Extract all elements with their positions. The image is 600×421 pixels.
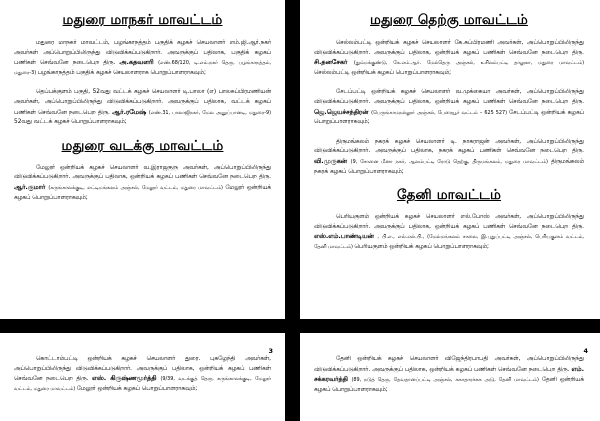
appointee-address: , பி.எ., எல்.எல்.பி., (மேல்மங்கலம் சாலை, இ.புதுப்பட்டி அஞ்சல், பெரியகுளம் வட்டம், தேனி மாவட்டம்): [314, 234, 584, 250]
paragraph-lead: மேலூர் ஒன்றியக் கழகச் செயலாளர் வ.இராஜகுரு அவர்கள்,: [36, 164, 214, 171]
paragraph-lead: தேனி ஒன்றியக் கழகச் செயலாளர் விஜேந்திரபாபதி அவர்கள்,: [336, 356, 527, 362]
paragraph-body: பாலசுப்பிரமணியன் அவர்கள், அப்பொறுப்பிலிருந்து விடுவிக்கப்படுகிறார். அவருக்குப் பதிலாக, வட்டக் கழகப் பணிகள் செவ்வனே நடைபெற திரு.: [14, 89, 271, 116]
paragraph-ending: தேனி ஒன்றியக் கழகப் பொறுப்பாளராகவும்;: [314, 377, 584, 393]
district-heading-madurai-north: மதுரை வடக்கு மாவட்டம்: [61, 137, 224, 154]
announcement-paragraph: [14, 164, 271, 203]
paragraph-ending: செல்லம்பட்டி ஒன்றியக் கழகப் பொறுப்பாளராகவும்;: [314, 69, 452, 76]
paragraph-ending: பெரியகுளம் ஒன்றியக் கழகப் பொறுப்பாளராகவும்;: [354, 243, 489, 250]
paragraph-body: அப்பொறுப்பிலிருந்து விடுவிக்கப்படுகிறார். அவருக்குப் பதிலாக, ஒன்றியக் கழகப் பணிகள் செவ்வனே நடைபெற திரு.: [314, 89, 584, 105]
paragraph-ending: பழங்காநத்தம் பகுதிக் கழகச் செயலாளராக பொறுப்பாளராகவும்;: [37, 69, 206, 76]
appointee-address: (எண்.31, பாலாஜிநகர், மேல அனுப்பானடி, மதுரை-9): [148, 109, 271, 116]
appointee-name: சி.தனசேகர்: [314, 58, 354, 67]
announcement-paragraph: [314, 355, 584, 395]
document-page-bottom-left: [0, 333, 285, 421]
appointee-address: (எண்.68/120, டி.எம்.நகர் தெரு, பழங்காநத்தம், மதுரை-3): [14, 60, 272, 76]
page-number: 4: [583, 347, 588, 355]
paragraph-body: அப்பொறுப்பிலிருந்து விடுவிக்கப்படுகிறார். அவருக்குப் பதிலாக, ஒன்றியக் கழகப் பணிகள் செவ்வனே நடைபெற திரு.: [14, 164, 271, 181]
appointee-name: ஜெ.ஜெயச்சந்திரன்: [314, 107, 372, 116]
district-heading-madurai-city: மதுரை மாநகர் மாவட்டம்: [62, 12, 223, 28]
document-page-bottom-right: [300, 333, 600, 421]
paragraph-ending: மேலூர் ஒன்றியக் கழகப் பொறுப்பாளராகவும்;: [76, 385, 198, 392]
district-heading-madurai-south: மதுரை தெற்கு மாவட்டம்: [370, 12, 528, 28]
appointee-address: (9/39, வடக்குத் தெரு, கருங்காலக்குடி, மேலூர் வட்டம், மதுரை மாவட்டம்): [14, 376, 271, 392]
district-heading-theni: தேனி மாவட்டம்: [396, 187, 502, 204]
paragraph-lead: தெப்பக்குளம் பகுதி, 52வது வட்டக் கழகச் செயலாளர் டி.பாலா (எ): [36, 89, 219, 96]
paragraph-ending: சேடப்பட்டி ஒன்றியக் கழகப் பொறுப்பாளராகவும்;: [314, 109, 584, 126]
announcement-paragraph: [14, 39, 271, 78]
appointee-name: அ.கதவளரி: [119, 58, 159, 67]
document-page-top-right: [300, 0, 600, 319]
announcement-paragraph: [314, 213, 584, 252]
paragraph-lead: செல்லம்பட்டி ஒன்றியக் கழகச் செயலாளர் கே.சுப்பிரமணி அவர்கள்,: [336, 40, 527, 46]
paragraph-body: அப்பொறுப்பிலிருந்து விடுவிக்கப்படுகிறார். அவருக்குப் பதிலாக, நகரக் கழகப் பணிகள் செவ்வனே நடைபெற திரு.: [314, 138, 584, 155]
appointee-address: (கருங்காலக்குடி, எட்டிமங்கலம் அஞ்சல், மேலூர் வட்டம், மதுரை மாவட்டம்): [48, 184, 226, 191]
announcement-paragraph: [14, 355, 271, 394]
announcement-paragraph: [314, 39, 584, 78]
appointee-name: எம். சக்கரவர்த்தி: [314, 364, 584, 384]
appointee-name: எஸ். கிருஷ்ணமூர்த்தி: [91, 374, 161, 383]
appointee-address: (தும்மக்குண்டு, கே.எம்.ஆர். மேல்தெரு அஞ்சல், உசிலம்பட்டி தாலுகா, மதுரை மாவட்டம்): [353, 60, 584, 67]
paragraph-body: எம்.ஜி.ஆர்.நகர் அவர்கள் அப்பொறுப்பிலிருந்து விடுவிக்கப்படுகிறார். அவருக்குப் பதிலாக, பகுதிக் கழகப் பணிகள் செவ்வனே நடைபெற திரு.: [14, 40, 271, 67]
appointee-address: (பெருங்காமநல்லூர் அஞ்சல், பேரையூர் வட்டம் – 625 527): [371, 109, 510, 116]
document-page-top-left: [0, 0, 285, 319]
appointee-name: எஸ்.எம்.பாண்டியன்: [314, 232, 378, 241]
appointee-address: (9, சோனை மீனா நகர், ஆலம்பட்டி ரோடு தெற்கு, திருமங்கலம், மதுரை மாவட்டம்): [350, 158, 551, 165]
announcement-paragraph: [314, 138, 584, 177]
paragraph-lead: மதுரை மாநகர் மாவட்டம், பழங்காநத்தம் பகுதிக் கழகச் செயலாளர்: [36, 40, 230, 46]
appointee-name: ஆர்.குமார்: [14, 182, 49, 191]
paragraph-ending: 52வது வட்டக் கழகச் பொறுப்பாளராகவும்;: [14, 119, 127, 126]
paragraph-ending: மேலூர் ஒன்றியக் கழகப் பொறுப்பாளராகவும்;: [14, 184, 272, 201]
appointee-name: ஆர்.ரமேஷ்: [112, 107, 149, 116]
paragraph-ending: திருமங்கலம் நகரக் கழகப் பொறுப்பாளராகவும்;: [314, 158, 584, 175]
appointee-name: வி.முருகன்: [314, 156, 351, 165]
paragraph-body: அப்பொறுப்பிலிருந்து விடுவிக்கப்படுகிறார். அவருக்குப் பதிலாக, ஒன்றியக் கழகப் பணிகள் செவ்வனே நடைபெற திரு.: [314, 214, 584, 230]
paragraph-lead: திருமங்கலம் நகரக் கழகச் செயலாளர் டி. நாகராஜன் அவர்கள்,: [336, 138, 527, 145]
paragraph-lead: கொட்டாம்பட்டி ஒன்றியக் கழகச் செயலாளர் துரை. புகழேந்தி அவர்கள்,: [36, 356, 271, 362]
page-number: 3: [268, 347, 273, 355]
paragraph-body: அப்பொறுப்பிலிருந்து விடுவிக்கப்படுகிறார். அவருக்குப் பதிலாக, ஒன்றியக் கழகப் பணிகள் செவ்வனே நடைபெற திரு.: [314, 40, 584, 56]
paragraph-lead: சேடப்பட்டி ஒன்றியக் கழகச் செயலாளர் வ.முக்கையா அவர்கள்,: [336, 89, 527, 96]
announcement-paragraph: [314, 88, 584, 127]
appointee-address: (89, நடுத் தெரு, தேவதானப்பட்டி அஞ்சல், சுகாதாரச்சுக அடு, தேனி மாவட்டம்): [351, 377, 542, 384]
announcement-paragraph: [14, 88, 271, 127]
paragraph-body: அப்பொறுப்பிலிருந்து விடுவிக்கப்படுகிறார். அவருக்குப் பதிலாக, ஒன்றியக் கழகப் பணிகள் செவ்வனே நடைபெற திரு.: [314, 356, 584, 373]
paragraph-lead: பெரியகுளம் ஒன்றியக் கழகச் செயலாளர் எல்.போஸ் அவர்கள்,: [336, 214, 527, 221]
paragraph-body: அப்பொறுப்பிலிருந்து விடுவிக்கப்படுகிறார். அவருக்குப் பதிலாக, ஒன்றியக் கழகப் பணிகள் செவ்வனே நடைபெற திரு.: [14, 365, 271, 383]
